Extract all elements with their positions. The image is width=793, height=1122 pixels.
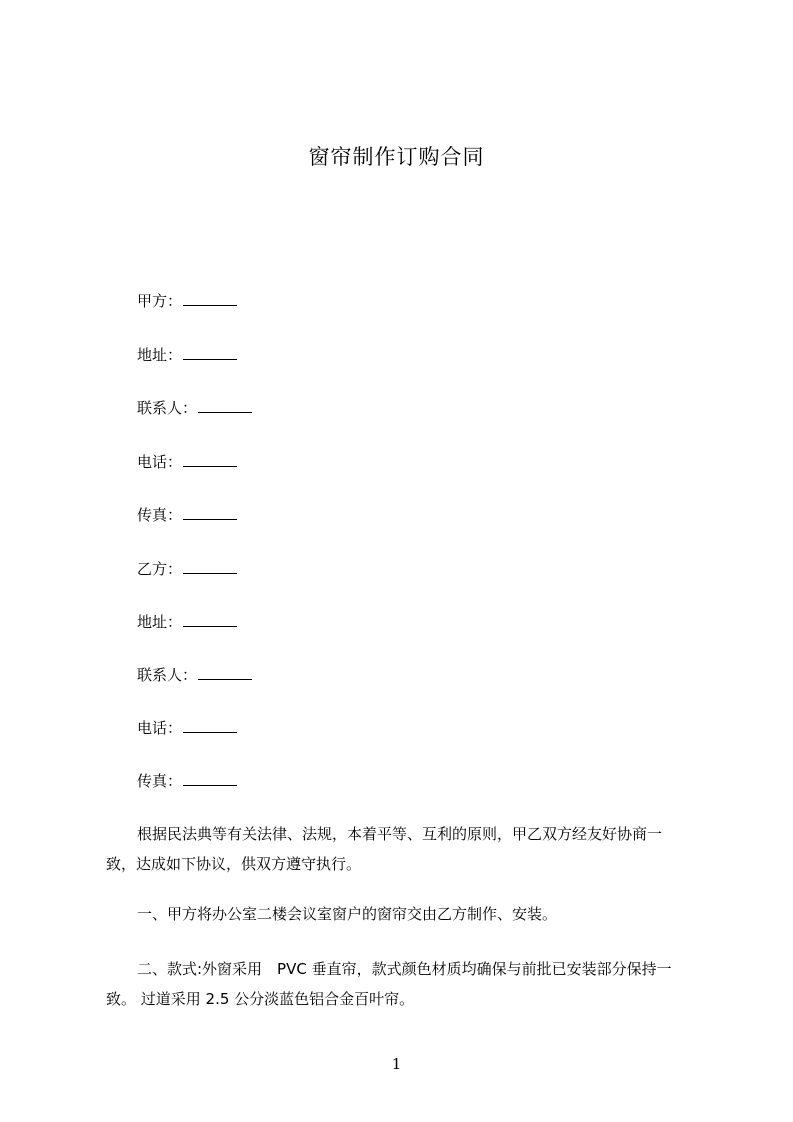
party-b-name-field — [137, 559, 237, 579]
party-a-address-field — [137, 345, 237, 365]
party-b-name-blank — [183, 559, 237, 574]
clause-2-paragraph — [106, 954, 706, 1014]
party-b-fax-field — [137, 771, 237, 791]
clause-1-line: 一、甲方将办公室二楼会议室窗户的窗帘交由乙方制作、安装。 — [137, 905, 558, 923]
page-number: 1 — [391, 1055, 402, 1073]
party-a-contact-field — [137, 398, 252, 418]
intro-line-1: 根据民法典等有关法律、法规，本着平等、互利的原则，甲乙双方经友好协商一 — [137, 825, 663, 843]
clause-2-line-2: 致。 过道采用 2.5 公分淡蓝色铝合金百叶帘。 — [106, 990, 415, 1008]
party-a-contact-blank — [198, 398, 252, 413]
clause-1-paragraph — [106, 899, 706, 929]
party-b-phone-blank — [183, 718, 237, 733]
party-b-phone-field — [137, 718, 237, 738]
party-b-fax-blank — [183, 771, 237, 786]
clause-2-line-1: 二、款式:外窗采用 PVC 垂直帘，款式颜色材质均确保与前批已安装部分保持一 — [137, 960, 672, 978]
party-b-fax-label: 传真： — [137, 772, 183, 790]
party-b-name-label: 乙方： — [137, 560, 183, 578]
party-b-address-field — [137, 612, 237, 632]
party-b-address-blank — [183, 612, 237, 627]
party-b-contact-blank — [198, 665, 252, 680]
party-a-contact-label: 联系人： — [137, 399, 198, 417]
party-a-name-label: 甲方： — [137, 292, 183, 310]
party-a-name-field — [137, 291, 237, 311]
party-a-address-label: 地址： — [137, 346, 183, 364]
intro-paragraph — [106, 819, 706, 879]
party-b-phone-label: 电话： — [137, 719, 183, 737]
party-b-address-label: 地址： — [137, 613, 183, 631]
party-a-fax-label: 传真： — [137, 506, 183, 524]
party-a-fax-blank — [183, 505, 237, 520]
party-a-phone-blank — [183, 452, 237, 467]
document-title: 窗帘制作订购合同 — [308, 145, 485, 169]
party-b-contact-label: 联系人： — [137, 666, 198, 684]
party-a-fax-field — [137, 505, 237, 525]
party-a-phone-label: 电话： — [137, 453, 183, 471]
party-b-contact-field — [137, 665, 252, 685]
party-a-name-blank — [183, 291, 237, 306]
party-a-phone-field — [137, 452, 237, 472]
intro-line-2: 致，达成如下协议，供双方遵守执行。 — [106, 855, 362, 873]
party-a-address-blank — [183, 345, 237, 360]
